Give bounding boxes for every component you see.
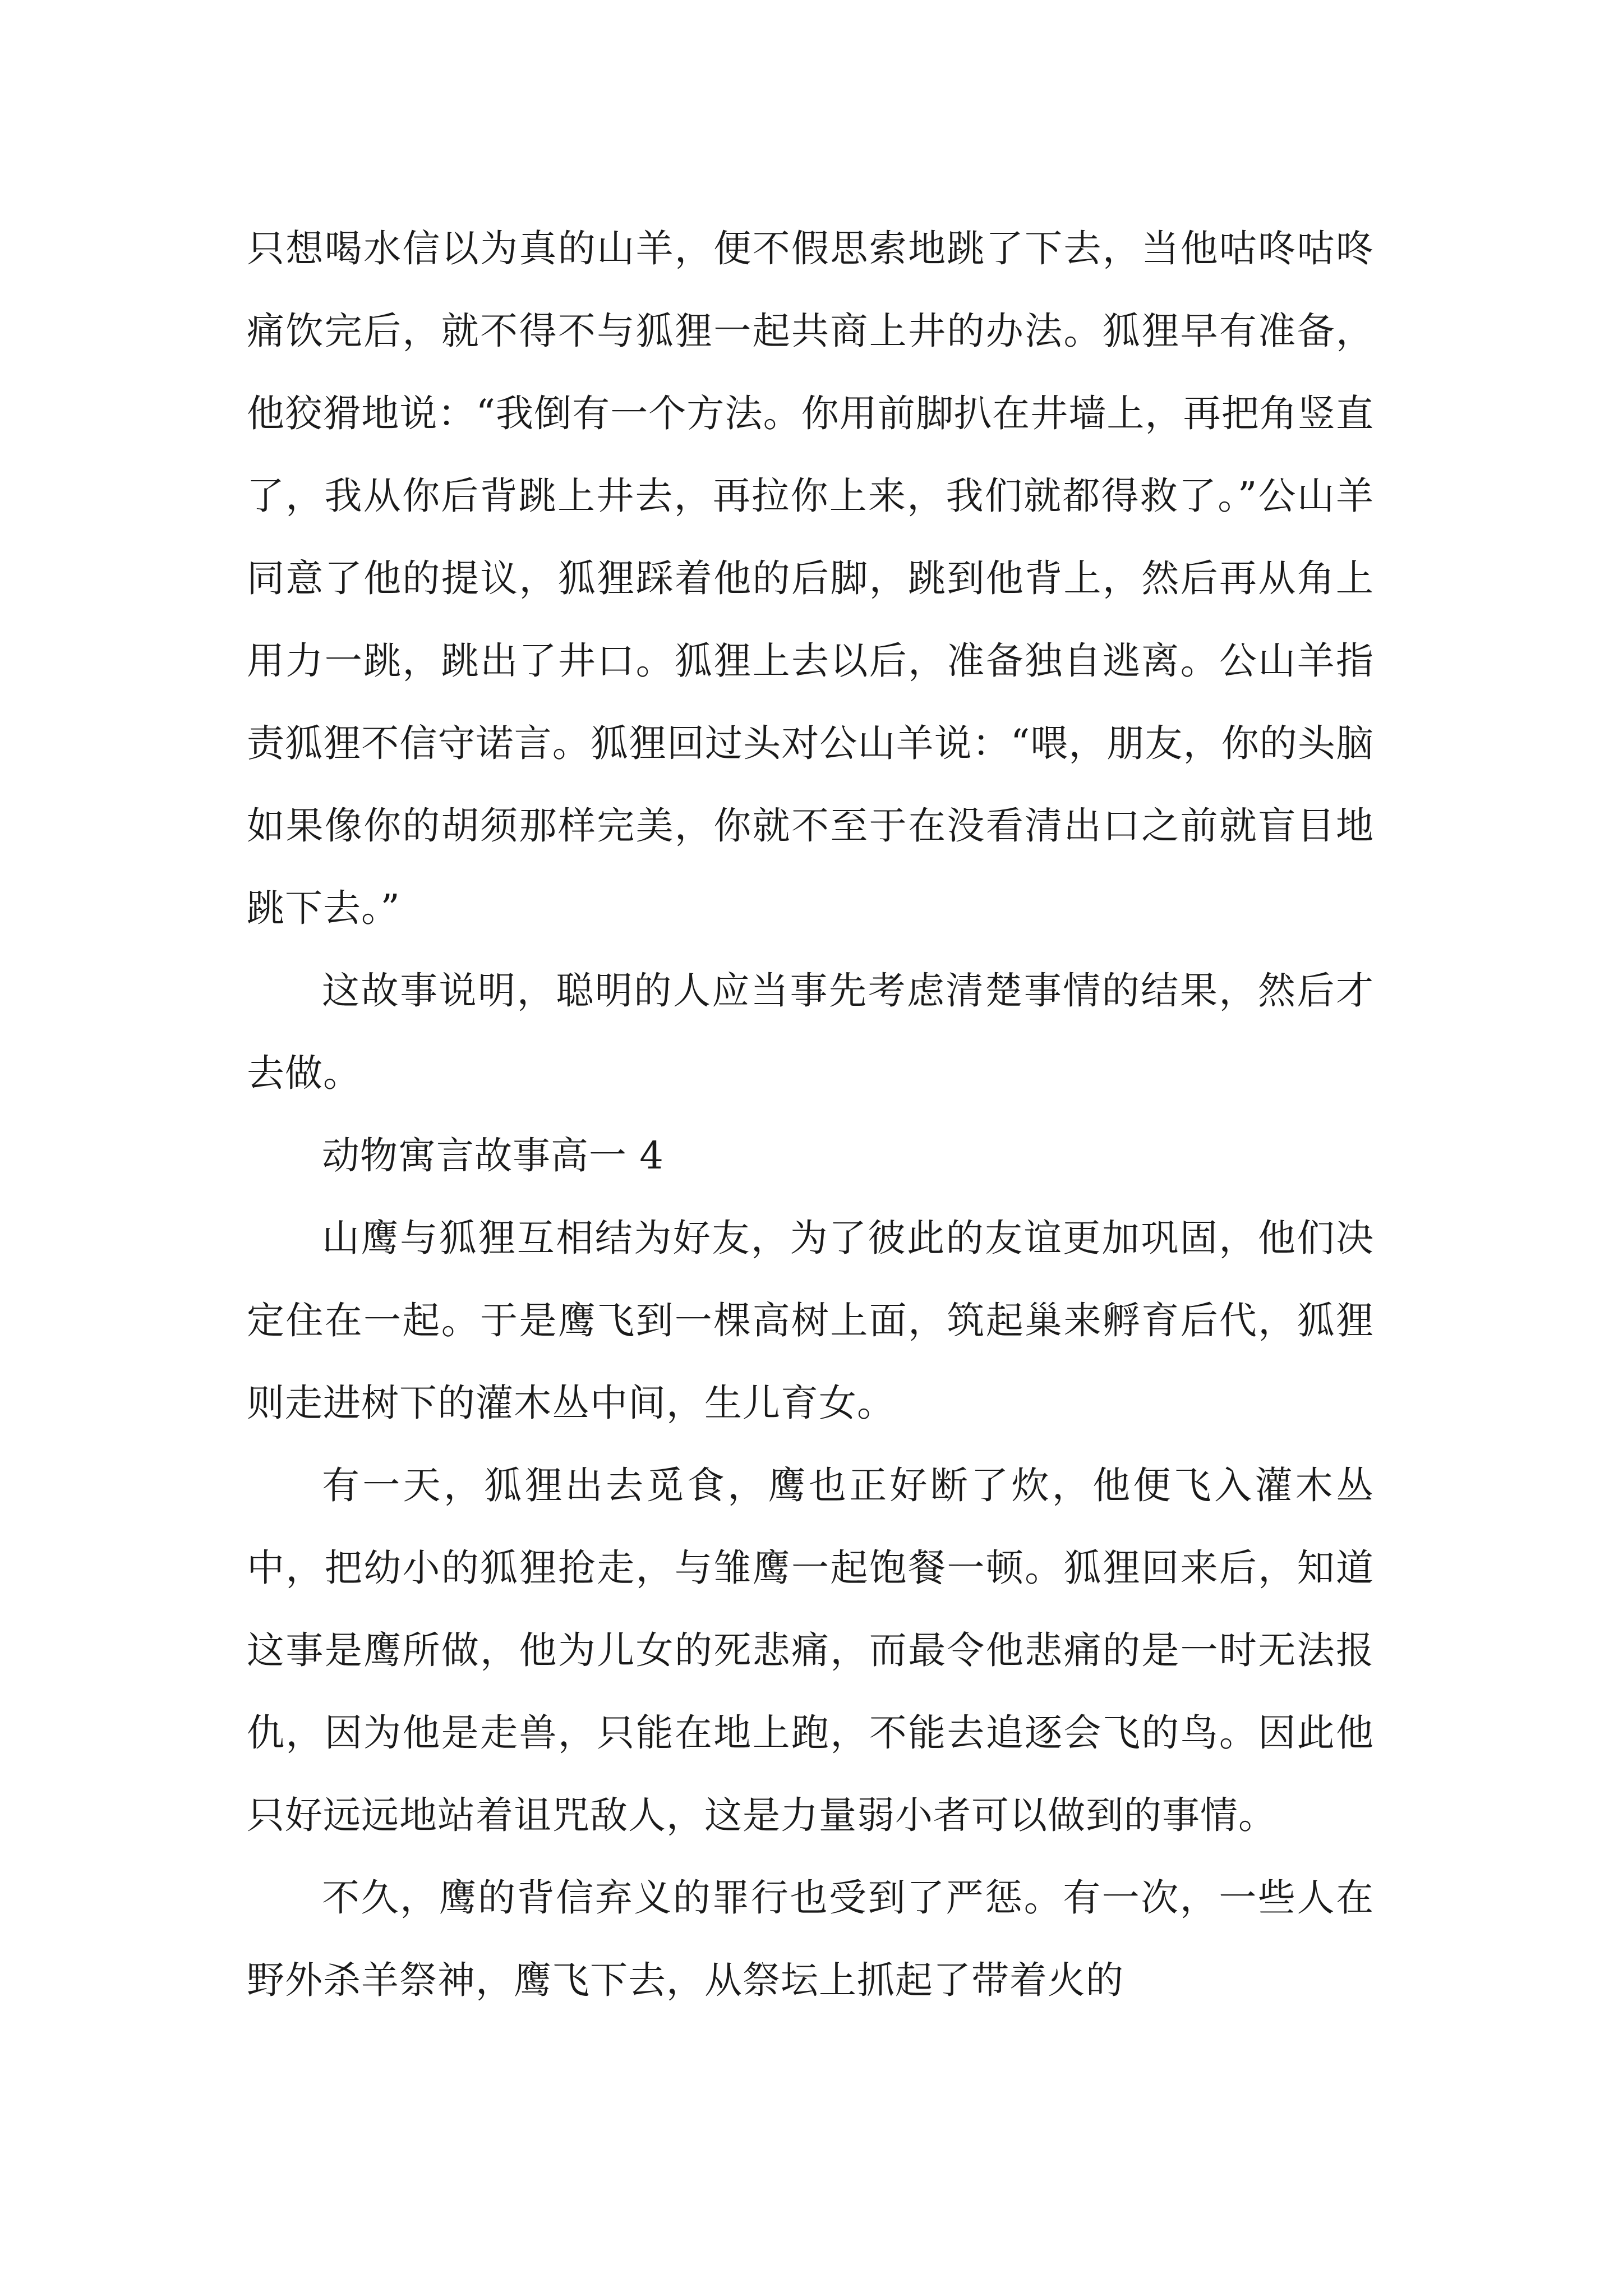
paragraph-moral: 这故事说明，聪明的人应当事先考虑清楚事情的结果，然后才去做。 <box>247 969 1374 1095</box>
paragraph-eagle-punished: 不久，鹰的背信弃义的罪行也受到了严惩。有一次，一些人在野外杀羊祭神，鹰飞下去，从祭坛上抓起了带着火的 <box>247 1876 1374 2002</box>
paragraph-eagle-and-fox-friends: 山鹰与狐狸互相结为好友，为了彼此的友谊更加巩固，他们决定住在一起。于是鹰飞到一棵高树上面，筑起巢来孵育后代，狐狸则走进树下的灌木丛中间，生儿育女。 <box>247 1216 1374 1425</box>
section-heading: 动物寓言故事高一 4 <box>322 1134 664 1177</box>
document-body <box>247 208 1374 2022</box>
paragraph-eagle-steals-cubs: 有一天，狐狸出去觅食，鹰也正好断了炊，他便飞入灌木丛中，把幼小的狐狸抢走，与雏鹰一起饱餐一顿。狐狸回来后，知道这事是鹰所做，他为儿女的死悲痛，而最令他悲痛的是一时无法报仇，因为他是走兽，只能在地上跑，不能去追逐会飞的鸟。因此他只好远远地站着诅咒敌人，这是力量弱小者可以做到的事情。 <box>247 1464 1374 1837</box>
paragraph-fox-and-goat-story: 只想喝水信以为真的山羊，便不假思索地跳了下去，当他咕咚咕咚痛饮完后，就不得不与狐狸一起共商上井的办法。狐狸早有准备，他狡猾地说：“我倒有一个方法。你用前脚扒在井墙上，再把角竖直了，我从你后背跳上井去，再拉你上来，我们就都得救了。”公山羊同意了他的提议，狐狸踩着他的后脚，跳到他背上，然后再从角上用力一跳，跳出了井口。狐狸上去以后，准备独自逃离。公山羊指责狐狸不信守诺言。狐狸回过头对公山羊说：“喂，朋友，你的头脑如果像你的胡须那样完美，你就不至于在没看清出口之前就盲目地跳下去。” <box>247 227 1374 930</box>
